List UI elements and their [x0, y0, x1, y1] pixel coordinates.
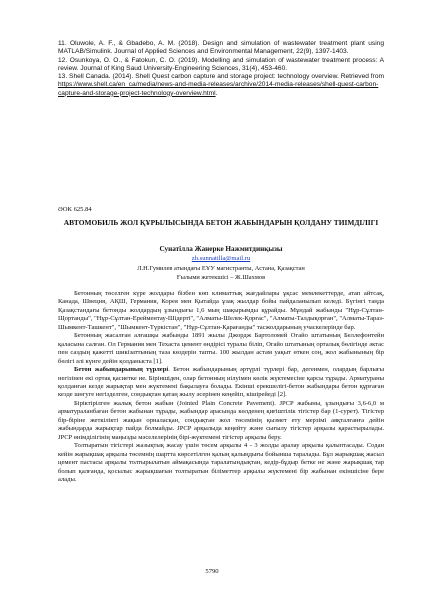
body-paragraph	[58, 366, 384, 400]
reference-text: 13. Shell Canada. (2014). Shell Quest carbon capture and storage project: technology overview. Retrieved from	[58, 73, 384, 81]
paragraph-text: Біріктірілген жалық бетон жабын (Jointed Plain Concrete Pavement). JPCP жабыны, ұзындығы 3,6-6,0 м арматураланбаған бетон жабынан тұрады, жабындар арасында көлденең қиғіштілік тігістер бар (1-сурет). Тігістер бір-біріне жеткілікті жақын орналасқан, сондықтан жол төсемінің қызмет ету мерзімі аяқталғанға дейін жабындарда жарықтар пайда болмайды. JPCP арқылыда кеңейту және сығылу тігістер арқылы қарастырылады. JPCP өнімділігінің маңызды мәселелерінің бірі-жүктемені тігістер арқылы беру.	[58, 399, 384, 441]
reference-list	[58, 40, 384, 98]
body-paragraph	[58, 442, 384, 484]
body-paragraph	[58, 400, 384, 442]
paragraph-text: Бетонның төселген күре жолдары бізбен көп климаттық жағдайлары ұқсас мемлекеттерде, атап айтсақ, Канада, Швеция, АҚШ, Германия, Корея мен Қытайда ұзақ жылдар бойы пайдаланылып келеді. Бүгінгі таңда Қазақстандағы бетонды жолдардың ұзындығы 1,6 мың шақырымды құрайды. Мұндай жабынды "Нұр-Сұлтан-Щортанды", "Нұр-Сұлтан-Ерейментау-Шідерті", "Алматы-Шелек-Қорғас", "Алматы-Талдықорған", "Алматы-Тараз-Шымкент-Ташкент", "Шымкент-Түркістан", "Нұр-Сұлтан-Қарағанды" тасжолдарының учаскелерінде бар.	[58, 290, 384, 331]
author-name: Сунатілла Жанерке Нажмитдинқызы	[159, 245, 283, 253]
page-number: 5790	[205, 568, 219, 575]
author-affiliation: Л.Н.Гумилев атындағы ЕҰУ магистранты, Астана, Қазақстан	[137, 265, 305, 272]
article-title: АВТОМОБИЛЬ ЖОЛ ҚҰРЫЛЫСЫНДА БЕТОН ЖАБЫНДАРЫН ҚОЛДАНУ ТИІМДІЛІГІ	[63, 218, 379, 227]
paragraph-text: . Бетон жабындарының әртүрлі түрлері бар, дегенмен, олардың барлығы негізінен екі ортақ қасиетке ие. Біріншіден, олар бетонның иілуімен көлік жүктемесіне қарсы тұрады. Арматураны қолданған кезде жарықтар мен жүктемені бақылауға болады. Екінші ерекшелігі-бетон жабындары бетон құрғаған кезде шөгуге негізделген, сондықтан қатаң жылу әсерінен кеңейіп, кішірейеді [2].	[58, 366, 384, 399]
author-email-link[interactable]: zh.sunnatilla@mail.ru	[191, 255, 251, 262]
paragraph-text: Толтыратын тігістері жазықтық жасау үшін төсем арқылы 4 - 3 жолды аралау арқылы қалыптасады. Содан кейін жарықшақ арқылы төсемнің шартта көрсетілген қалың қалыңдығы бойынша таралады. Бұл жарықшақ жасыл цемент пастасы арқылы толтырылатын аймақасында таралатындықтан, кедір-бұдыр бетке не және жарықшақ тар болып қалғанда, қосылыс жарықшағын толтыратын біліметтер арқылы жүктемені бір жабынан екіншісіне бере алады.	[58, 442, 384, 483]
body-paragraph	[58, 290, 384, 332]
reference-item: 12. Osunkoya, O. O., & Fatokun, C. O. (2019). Modelling and simulation of wastewater treatment process: A review. Journal of King Saud University-Engineering Sciences, 31(4), 453-460.	[58, 56, 384, 72]
reference-link[interactable]: https://www.shell.ca/en_ca/media/news-and-media-releases/archive/2014-media-releases/shell-quest-carbon-capture-and-storage-project-technology-overview.html	[58, 81, 379, 97]
scientific-advisor: Ғылыми жетекшісі – Ж.Шахмов	[176, 274, 266, 281]
paragraph-heading: Бетон жабындарының түрлері	[74, 366, 169, 374]
article-body	[58, 290, 384, 484]
body-paragraph	[58, 332, 384, 366]
reference-item	[58, 73, 384, 98]
udc-code: ӘОК 625.84	[58, 206, 92, 213]
reference-item: 11. Oluwole, A. F., & Gbadebo, A. M. (2018). Design and simulation of wastewater treatment plant using MATLAB/Simulink. Journal of Applied Sciences and Environmental Management, 22(9), 1397-1403.	[58, 40, 384, 56]
paragraph-text: Бетонның жасалған алғашқы жабынды 1891 жылы Джордж Бартоломей Огайо штатының Беллефонтейн қаласына салған. Ол Германия мен Техаста цемент өндірісі туралы біліп, Огайо штатының орталық бөлігінде әктас пен саздың қажетті шикізаттының таза көздерін тапты. 100 жылдан астам уақыт өткен соң, жол жабынының бір бөлігі әлі күнге дейін қолданыста [1].	[58, 332, 384, 365]
reference-text-end: .	[215, 89, 218, 97]
